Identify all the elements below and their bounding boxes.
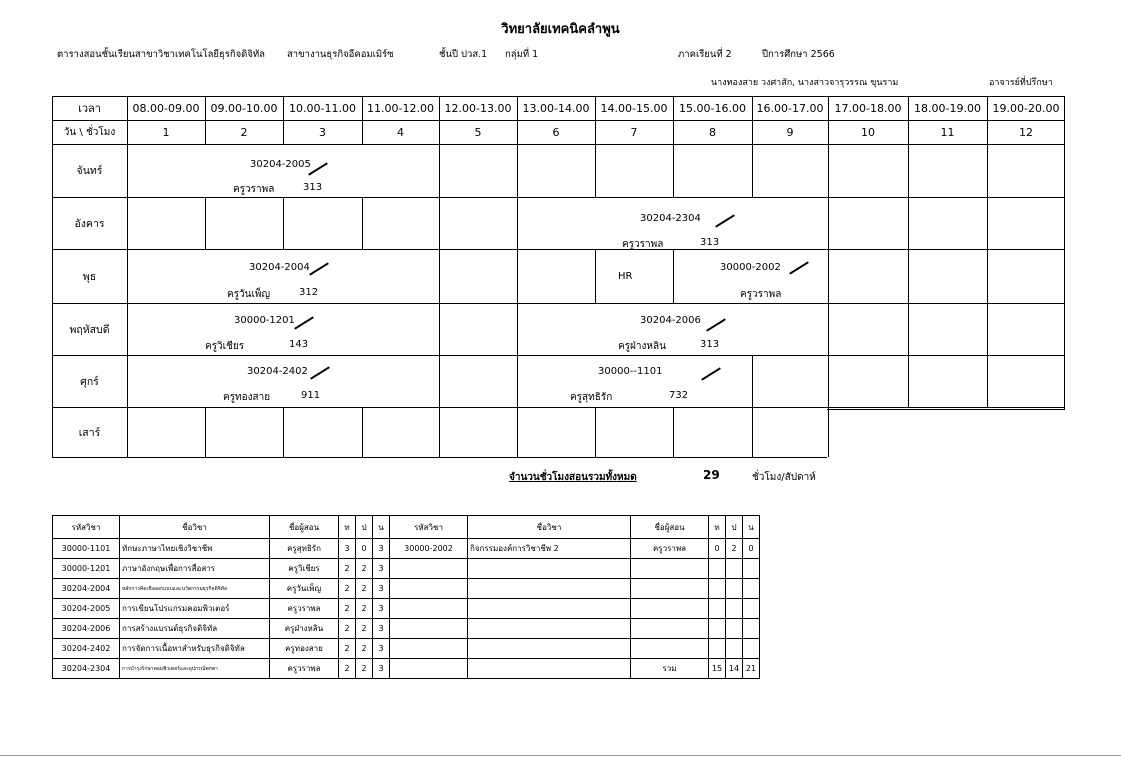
header-teacher: ชื่อผู้สอน bbox=[270, 516, 339, 539]
cell-name: การเขียนโปรแกรมคอมพิวเตอร์ bbox=[120, 599, 270, 619]
grid-line bbox=[517, 249, 518, 303]
wed-room: 312 bbox=[299, 287, 319, 298]
check-mark-icon bbox=[308, 162, 328, 175]
empty-cell bbox=[709, 639, 726, 659]
cell-t: 2 bbox=[339, 579, 356, 599]
cell-code: 30204-2005 bbox=[53, 599, 120, 619]
grid-line bbox=[439, 303, 440, 355]
header-code: รหัสวิชา bbox=[53, 516, 120, 539]
grid-line bbox=[283, 407, 284, 457]
table-row bbox=[53, 659, 760, 679]
cell-t: 2 bbox=[339, 559, 356, 579]
grid-line bbox=[752, 144, 753, 197]
grid-line bbox=[987, 249, 988, 303]
empty-cell bbox=[468, 559, 631, 579]
time-slot-header: 15.00-16.00 bbox=[679, 101, 746, 115]
tue-teacher: ครูวราพล bbox=[622, 239, 664, 250]
wed-course-code: 30204-2004 bbox=[249, 262, 310, 273]
total-hours-label: จำนวนชั่วโมงสอนรวมทั้งหมด bbox=[509, 472, 637, 483]
grid-line bbox=[439, 197, 440, 249]
grid-line bbox=[673, 249, 674, 303]
cell-t: 2 bbox=[339, 659, 356, 679]
cell-teacher: ครูวราพล bbox=[270, 599, 339, 619]
empty-cell bbox=[743, 639, 760, 659]
check-mark-icon bbox=[715, 214, 735, 227]
sum-p: 14 bbox=[726, 659, 743, 679]
period-number: 3 bbox=[319, 125, 326, 139]
grid-line bbox=[595, 96, 596, 144]
empty-cell bbox=[743, 619, 760, 639]
grid-line bbox=[362, 407, 363, 457]
time-label: เวลา bbox=[78, 102, 101, 115]
period-number: 5 bbox=[474, 125, 482, 139]
tue-course-code: 30204-2304 bbox=[640, 213, 701, 224]
grid-line bbox=[439, 355, 440, 407]
cell-name: การสร้างแบรนด์ธุรกิจดิจิทัล bbox=[120, 619, 270, 639]
cell-code: 30000-1101 bbox=[53, 539, 120, 559]
grid-line bbox=[908, 249, 909, 303]
header-t-2: ท bbox=[709, 516, 726, 539]
grid-line bbox=[362, 197, 363, 249]
grid-line bbox=[127, 96, 128, 144]
grid-line bbox=[52, 249, 1065, 250]
grid-line bbox=[517, 355, 518, 407]
cell-p: 0 bbox=[356, 539, 373, 559]
wed2-course-code: 30000-2002 bbox=[720, 262, 781, 273]
grid-line bbox=[517, 407, 518, 457]
grid-line bbox=[828, 303, 829, 355]
wed-hr-label: HR bbox=[618, 271, 633, 282]
table-row bbox=[53, 619, 760, 639]
cell-code: 30000-1201 bbox=[53, 559, 120, 579]
right-cell-teacher: ครูวราพล bbox=[631, 539, 709, 559]
cell-p: 2 bbox=[356, 659, 373, 679]
day-period-label: วัน \ ชั่วโมง bbox=[63, 126, 116, 138]
cell-name: หลักการคิดเชิงออกแบบและนวัตกรรมธุรกิจดิจิทัล bbox=[120, 579, 270, 599]
mon-teacher: ครูวราพล bbox=[233, 184, 275, 195]
empty-cell bbox=[390, 599, 468, 619]
grid-line bbox=[987, 197, 988, 249]
advisor-names: นางทองสาย วงศาสัก, นางสาวจารุวรรณ ขุนราม bbox=[711, 78, 899, 88]
empty-cell bbox=[390, 619, 468, 639]
year-label: ปีการศึกษา 2566 bbox=[762, 49, 835, 60]
grid-line bbox=[52, 407, 1065, 408]
cell-teacher: ครูทองสาย bbox=[270, 639, 339, 659]
grid-line bbox=[127, 303, 128, 355]
empty-cell bbox=[468, 599, 631, 619]
cell-n: 3 bbox=[373, 619, 390, 639]
grid-line bbox=[908, 355, 909, 407]
grid-line bbox=[205, 96, 206, 144]
table-header-row bbox=[53, 516, 760, 539]
day-friday: ศุกร์ bbox=[80, 375, 99, 388]
header-n-2: น bbox=[743, 516, 760, 539]
cell-t: 2 bbox=[339, 599, 356, 619]
fri-room: 911 bbox=[301, 390, 321, 401]
day-monday: จันทร์ bbox=[76, 165, 103, 177]
period-number: 11 bbox=[940, 125, 955, 139]
period-number: 7 bbox=[630, 125, 638, 139]
cell-teacher: ครูสุทธิรัก bbox=[270, 539, 339, 559]
period-number: 9 bbox=[786, 125, 794, 139]
empty-cell bbox=[726, 599, 743, 619]
cell-name: ทักษะภาษาไทยเชิงวิชาชีพ bbox=[120, 539, 270, 559]
cell-t: 2 bbox=[339, 639, 356, 659]
grid-line bbox=[987, 144, 988, 197]
college-title: วิทยาลัยเทคนิคลำพูน bbox=[501, 22, 620, 37]
cell-n: 3 bbox=[373, 639, 390, 659]
grid-line bbox=[127, 249, 128, 303]
cell-p: 2 bbox=[356, 619, 373, 639]
grid-line bbox=[673, 96, 674, 144]
day-thursday: พฤหัสบดี bbox=[69, 323, 110, 336]
time-slot-header: 10.00-11.00 bbox=[289, 101, 356, 115]
grid-line bbox=[595, 249, 596, 303]
check-mark-icon bbox=[701, 367, 721, 380]
cell-p: 2 bbox=[356, 579, 373, 599]
grid-line bbox=[517, 96, 518, 144]
empty-cell bbox=[709, 559, 726, 579]
grid-line bbox=[595, 144, 596, 197]
sum-label: รวม bbox=[631, 659, 709, 679]
grid-line bbox=[752, 407, 753, 457]
time-slot-header: 13.00-14.00 bbox=[522, 101, 590, 115]
empty-cell bbox=[631, 639, 709, 659]
grid-line bbox=[828, 407, 829, 457]
mon-room: 313 bbox=[303, 182, 323, 193]
cell-code: 30204-2006 bbox=[53, 619, 120, 639]
fri2-room: 732 bbox=[669, 390, 689, 401]
empty-cell bbox=[743, 559, 760, 579]
grid-line bbox=[52, 303, 1065, 304]
empty-cell bbox=[743, 599, 760, 619]
grid-line bbox=[127, 355, 128, 407]
header-p: ป bbox=[356, 516, 373, 539]
right-cell-name: กิจกรรมองค์การวิชาชีพ 2 bbox=[468, 539, 631, 559]
cell-name: การจัดการเนื้อหาสำหรับธุรกิจดิจิทัล bbox=[120, 639, 270, 659]
fri2-course-code: 30000--1101 bbox=[598, 366, 663, 377]
grid-line bbox=[283, 96, 284, 144]
sum-n: 21 bbox=[743, 659, 760, 679]
grid-line bbox=[52, 355, 1065, 356]
time-slot-header: 19.00-20.00 bbox=[992, 101, 1060, 115]
wed2-teacher: ครูวราพล bbox=[740, 289, 782, 300]
right-cell-p: 2 bbox=[726, 539, 743, 559]
grid-line bbox=[127, 407, 128, 457]
time-slot-header: 17.00-18.00 bbox=[834, 101, 902, 115]
cell-t: 3 bbox=[339, 539, 356, 559]
header-n: น bbox=[373, 516, 390, 539]
grid-line bbox=[439, 407, 440, 457]
grid-line bbox=[828, 96, 829, 144]
right-cell-t: 0 bbox=[709, 539, 726, 559]
empty-cell bbox=[468, 579, 631, 599]
schedule-of-label: ตารางสอนชั้นเรียนสาขาวิชาเทคโนโลยีธุรกิจดิจิทัล bbox=[57, 49, 265, 60]
cell-p: 2 bbox=[356, 599, 373, 619]
grid-line bbox=[517, 144, 518, 197]
empty-cell bbox=[631, 619, 709, 639]
empty-cell bbox=[726, 619, 743, 639]
grid-line bbox=[828, 197, 829, 249]
total-hours-unit: ชั่วโมง/สัปดาห์ bbox=[752, 472, 816, 483]
table-row bbox=[53, 639, 760, 659]
grid-line bbox=[517, 197, 518, 249]
empty-cell bbox=[390, 659, 468, 679]
cell-code: 30204-2004 bbox=[53, 579, 120, 599]
fri-course-code: 30204-2402 bbox=[247, 366, 308, 377]
cell-p: 2 bbox=[356, 559, 373, 579]
header-name: ชื่อวิชา bbox=[120, 516, 270, 539]
empty-cell bbox=[390, 559, 468, 579]
cell-p: 2 bbox=[356, 639, 373, 659]
table-row bbox=[53, 559, 760, 579]
empty-cell bbox=[726, 579, 743, 599]
grid-line bbox=[52, 197, 1065, 198]
header-p-2: ป bbox=[726, 516, 743, 539]
thu2-course-code: 30204-2006 bbox=[640, 315, 701, 326]
check-mark-icon bbox=[294, 316, 314, 329]
time-slot-header: 08.00-09.00 bbox=[132, 101, 200, 115]
table-row bbox=[53, 539, 760, 559]
grid-line bbox=[752, 355, 753, 407]
page-bottom-line bbox=[0, 755, 1121, 756]
time-slot-header: 11.00-12.00 bbox=[367, 101, 434, 115]
table-row bbox=[53, 579, 760, 599]
fri2-teacher: ครูสุทธิรัก bbox=[570, 392, 613, 403]
advisor-label: อาจารย์ที่ปรึกษา bbox=[989, 78, 1053, 88]
total-hours-value: 29 bbox=[703, 468, 720, 482]
empty-cell bbox=[631, 579, 709, 599]
cell-code: 30204-2304 bbox=[53, 659, 120, 679]
grid-line bbox=[827, 409, 1065, 410]
grid-line bbox=[908, 197, 909, 249]
table-row bbox=[53, 599, 760, 619]
grid-line bbox=[752, 96, 753, 144]
right-cell-n: 0 bbox=[743, 539, 760, 559]
grid-line bbox=[828, 144, 829, 197]
grid-line bbox=[595, 407, 596, 457]
grid-line bbox=[673, 144, 674, 197]
cell-name: ภาษาอังกฤษเพื่อการสื่อสาร bbox=[120, 559, 270, 579]
check-mark-icon bbox=[310, 366, 330, 379]
subjects-table bbox=[52, 515, 760, 679]
cell-teacher: ครูวราพล bbox=[270, 659, 339, 679]
grid-line bbox=[673, 407, 674, 457]
header-t: ท bbox=[339, 516, 356, 539]
empty-cell bbox=[468, 639, 631, 659]
cell-teacher: ครูวันเพ็ญ bbox=[270, 579, 339, 599]
grid-line bbox=[987, 96, 988, 144]
grid-line bbox=[987, 355, 988, 407]
grid-line bbox=[908, 96, 909, 144]
sum-t: 15 bbox=[709, 659, 726, 679]
grid-line bbox=[127, 144, 128, 197]
empty-cell bbox=[709, 619, 726, 639]
grid-line bbox=[439, 144, 440, 197]
period-number: 10 bbox=[861, 125, 875, 139]
cell-n: 3 bbox=[373, 539, 390, 559]
period-number: 2 bbox=[240, 125, 248, 139]
time-slot-header: 16.00-17.00 bbox=[756, 101, 824, 115]
grid-line bbox=[439, 96, 440, 144]
grid-line bbox=[362, 96, 363, 144]
empty-cell bbox=[726, 639, 743, 659]
level-label: ชั้นปี ปวส.1 bbox=[439, 49, 488, 60]
grid-line bbox=[987, 303, 988, 355]
empty-cell bbox=[468, 659, 631, 679]
thu2-teacher: ครูฝ่างหลิน bbox=[618, 341, 666, 352]
group-label: กลุ่มที่ 1 bbox=[505, 49, 539, 60]
grid-line bbox=[283, 197, 284, 249]
header-name-2: ชื่อวิชา bbox=[468, 516, 631, 539]
day-wednesday: พุธ bbox=[82, 270, 97, 283]
time-slot-header: 12.00-13.00 bbox=[444, 101, 512, 115]
cell-code: 30204-2402 bbox=[53, 639, 120, 659]
grid-line bbox=[127, 197, 128, 249]
schedule-grid bbox=[52, 96, 1065, 458]
major-label: สาขางานธุรกิจอีคอมเมิร์ซ bbox=[287, 49, 394, 60]
grid-line bbox=[52, 144, 1065, 145]
tue-room: 313 bbox=[700, 237, 720, 248]
check-mark-icon bbox=[789, 261, 809, 274]
empty-cell bbox=[631, 559, 709, 579]
empty-cell bbox=[390, 639, 468, 659]
cell-t: 2 bbox=[339, 619, 356, 639]
mon-course-code: 30204-2005 bbox=[250, 159, 311, 170]
wed-teacher: ครูวันเพ็ญ bbox=[227, 289, 271, 300]
time-slot-header: 14.00-15.00 bbox=[600, 101, 668, 115]
fri-teacher: ครูทองสาย bbox=[223, 392, 271, 403]
grid-line bbox=[908, 303, 909, 355]
grid-line bbox=[908, 144, 909, 197]
grid-line bbox=[828, 355, 829, 407]
thu-room: 143 bbox=[289, 339, 309, 350]
empty-cell bbox=[468, 619, 631, 639]
cell-teacher: ครูฝ่างหลิน bbox=[270, 619, 339, 639]
cell-n: 3 bbox=[373, 599, 390, 619]
period-number: 4 bbox=[397, 125, 404, 139]
grid-line bbox=[439, 249, 440, 303]
grid-line bbox=[828, 249, 829, 303]
grid-line bbox=[52, 457, 827, 458]
period-number: 12 bbox=[1019, 125, 1033, 139]
cell-n: 3 bbox=[373, 559, 390, 579]
grid-line bbox=[205, 407, 206, 457]
cell-teacher: ครูวิเชียร bbox=[270, 559, 339, 579]
period-number: 6 bbox=[552, 125, 560, 139]
cell-n: 3 bbox=[373, 579, 390, 599]
thu-teacher: ครูวิเชียร bbox=[205, 341, 245, 352]
right-cell-code: 30000-2002 bbox=[390, 539, 468, 559]
empty-cell bbox=[631, 599, 709, 619]
header-code-2: รหัสวิชา bbox=[390, 516, 468, 539]
check-mark-icon bbox=[706, 318, 726, 331]
thu-course-code: 30000-1201 bbox=[234, 315, 295, 326]
cell-n: 3 bbox=[373, 659, 390, 679]
empty-cell bbox=[709, 579, 726, 599]
empty-cell bbox=[726, 559, 743, 579]
grid-line bbox=[517, 303, 518, 355]
header-teacher-2: ชื่อผู้สอน bbox=[631, 516, 709, 539]
empty-cell bbox=[390, 579, 468, 599]
time-slot-header: 18.00-19.00 bbox=[914, 101, 981, 115]
time-slot-header: 09.00-10.00 bbox=[210, 101, 278, 115]
period-number: 1 bbox=[162, 125, 170, 139]
empty-cell bbox=[709, 599, 726, 619]
empty-cell bbox=[743, 579, 760, 599]
grid-line bbox=[205, 197, 206, 249]
cell-name: การบำรุงรักษาคอมพิวเตอร์และอุปกรณ์พกพา bbox=[120, 659, 270, 679]
day-tuesday: อังคาร bbox=[74, 217, 105, 230]
semester-label: ภาคเรียนที่ 2 bbox=[678, 49, 732, 60]
thu2-room: 313 bbox=[700, 339, 720, 350]
check-mark-icon bbox=[309, 262, 329, 275]
day-saturday: เสาร์ bbox=[78, 426, 101, 439]
period-number: 8 bbox=[709, 125, 716, 139]
